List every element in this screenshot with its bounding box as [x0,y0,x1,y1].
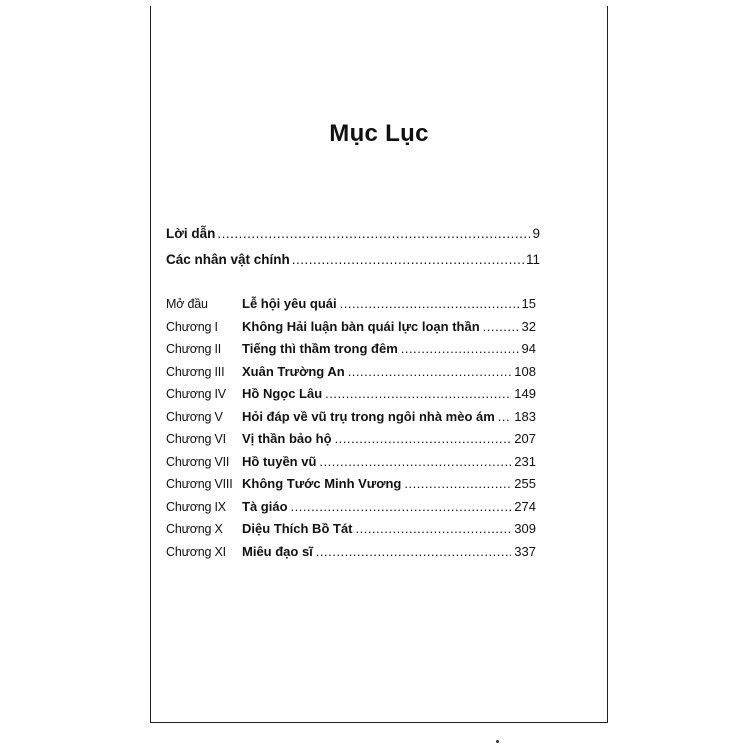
chapter-label: Chương III [166,364,225,379]
chapter-page: 309 [514,521,536,536]
chapter-title: Tiếng thì thầm trong đêm [242,341,398,356]
toc-chapter-row [166,431,536,446]
page-title: Mục Lục [329,120,429,147]
chapter-label: Chương II [166,342,222,356]
chapter-label: Chương VI [166,432,226,446]
chapter-label: Chương IX [166,499,226,514]
toc-chapter-row [166,521,536,536]
dot-leader [340,296,519,311]
toc-chapter-row [166,476,536,491]
dot-leader [498,409,512,424]
chapter-title: Hồ tuyền vũ [242,453,317,469]
toc-chapter-row [166,386,536,401]
toc-chapter-row [166,544,536,559]
chapter-title: Hỏi đáp về vũ trụ trong ngôi nhà mèo ám [242,408,495,424]
toc-entry-main-characters [166,252,540,267]
dot-leader [404,476,511,491]
entry-page: 9 [532,226,540,241]
toc-chapter-row [166,499,536,514]
toc-chapter-row [166,409,536,424]
chapter-title: Miêu đạo sĩ [242,543,313,559]
chapter-page: 337 [514,543,536,559]
chapter-label: Chương V [166,409,223,424]
toc-entry-preface [166,226,540,241]
chapter-label: Chương VII [166,454,230,469]
chapter-title: Vị thần bảo hộ [242,431,332,446]
chapter-page: 231 [514,453,536,469]
dot-leader [316,544,512,559]
entry-name: Lời dẫn [166,226,216,241]
chapter-title: Lễ hội yêu quái [242,296,337,311]
chapter-page: 94 [521,341,536,356]
chapter-title: Không Hải luận bàn quái lực loạn thần [242,318,480,334]
chapter-title: Tà giáo [242,498,288,514]
chapter-title: Xuân Trường An [242,363,345,379]
book-page [150,6,608,723]
dot-leader [319,454,511,469]
chapter-page: 15 [521,296,536,311]
dot-leader [401,341,519,356]
dot-leader [335,431,512,446]
chapter-label: Chương XI [166,544,226,559]
dot-leader [356,521,512,536]
toc-chapter-row [166,454,536,469]
chapter-page: 149 [514,386,536,401]
chapter-page: 255 [514,476,536,491]
dot-leader [292,252,524,267]
toc-chapter-row [166,364,536,379]
chapter-label: Chương I [166,319,218,334]
entry-page: 11 [525,252,540,267]
dot-leader [325,386,511,401]
dot-leader [348,364,512,379]
dot-leader [483,319,519,334]
chapter-label: Chương IV [166,387,226,401]
toc-chapter-row [166,296,536,311]
chapter-label: Chương X [166,522,223,536]
chapter-label: Mở đầu [166,297,208,311]
chapter-page: 183 [514,408,536,424]
chapter-page: 274 [514,498,536,514]
dot-leader [291,499,512,514]
toc-chapter-row [166,341,536,356]
chapter-page: 32 [521,318,536,334]
dot-leader [217,226,530,241]
toc-chapter-row [166,319,536,334]
chapter-label: Chương VIII [166,477,233,491]
chapter-page: 108 [514,363,536,379]
chapter-page: 207 [514,431,536,446]
scan-speck [496,740,499,743]
chapter-title: Không Tước Minh Vương [242,476,402,491]
entry-name: Các nhân vật chính [166,252,290,267]
chapter-title: Diệu Thích Bồ Tát [242,521,353,536]
chapter-title: Hồ Ngọc Lâu [242,386,323,401]
